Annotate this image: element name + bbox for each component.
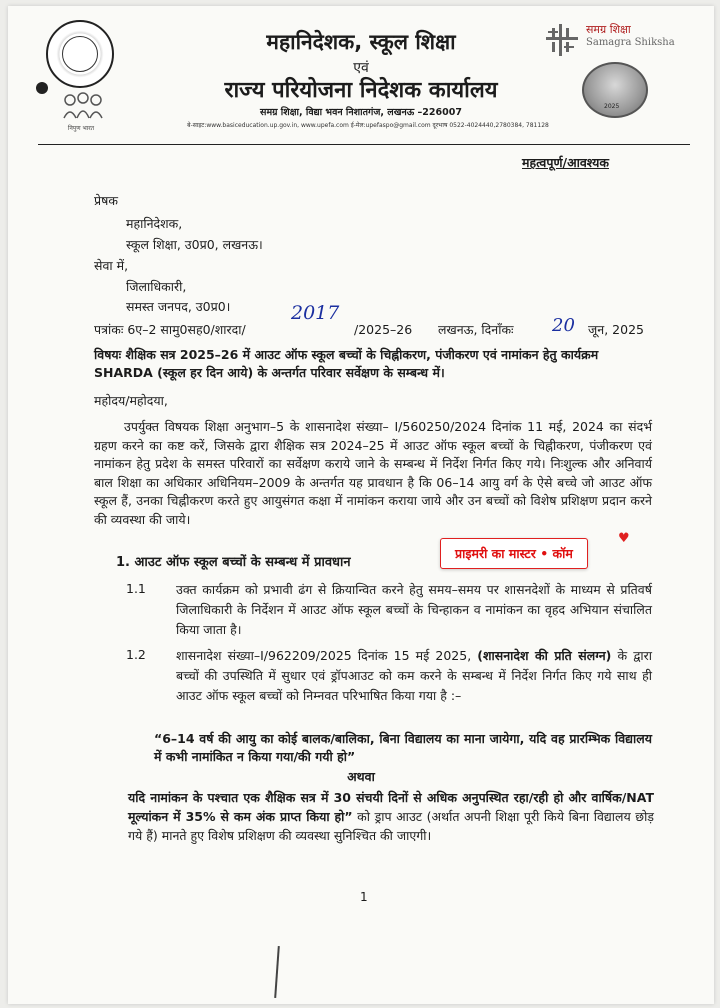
- samagra-shiksha-icon: [544, 22, 580, 58]
- sender-designation: महानिदेशक,: [126, 216, 183, 231]
- item-1-1-text: उक्त कार्यक्रम को प्रभावी ढंग से क्रियान्वित करने हेतु समय–समय पर शासनदेशों के माध्यम से प्रतिवर्ष जिलाधिकारी के निर्देशन में आउट ऑफ स्कूल बच्चों के चिन्हाकन व नामांकन का वृहद अभियान संचालित किया जाता है।: [176, 582, 652, 637]
- definition-quote-2-rest: को ड्राप आउट (अर्थात अपनी शिक्षा पूरी किये बिना विद्यालय छोड़ गये हैं) मानते हुए विशेष प्रशिक्षण की व्यवस्था सुनिश्चित की जाएगी।: [128, 809, 654, 843]
- office-address: समग्र शिक्षा, विद्या भवन निशातगंज, लखनऊ –226007: [260, 107, 462, 118]
- date-month-year: जून, 2025: [588, 322, 644, 337]
- item-1-2-attachment-note: (शासनादेश की प्रति संलग्न): [477, 648, 612, 663]
- item-1-2-number: 1.2: [126, 647, 146, 662]
- letter-page: [8, 6, 714, 1004]
- handwritten-day: 20: [552, 315, 575, 336]
- or-label: अथवा: [347, 769, 375, 784]
- recipient-designation: जिलाधिकारी,: [126, 279, 187, 294]
- handwritten-letter-number: 2017: [291, 302, 340, 324]
- samagra-hindi-label: समग्र शिक्षा: [586, 23, 631, 36]
- body-paragraph-text: उपर्युक्त विषयक शिक्षा अनुभाग–5 के शासनादेश संख्या– I/560250/2024 दिनांक 11 मई, 2024 का संदर्भ ग्रहण करने का कष्ट करें, जिसके द्वारा शैक्षिक सत्र 2024–25 में आउट ऑफ स्कूल बच्चों के चिह्नीकरण, पंजीकरण एवं नामांकन हेतु प्रदेश के समस्त परिवारों का सर्वेक्षण कराये जाने के सम्बन्ध में निर्देश निर्गत किए गये। निःशुल्क और अनिवार्य बाल शिक्षा का अधिकार अधिनियम–2009 के अन्तर्गत यह प्रावधान है कि 06–14 आयु वर्ग के ऐसे बच्चे जो आउट ऑफ स्कूल हैं, उनका चिह्नीकरण करते हुए आयुसंगत कक्षा में नामांकन कराया जाये और उन बच्चों को विशेष प्रशिक्षण प्रदान करने की व्यवस्था की जाये।: [94, 419, 652, 527]
- office-contact: बे-साइट:www.basiceducation.up.gov.in, www.upefa.com ई-मेल:upefaspo@gmail.com दूरभाष 0522-4024440,2780384, 781128: [187, 122, 549, 129]
- sender-label: प्रेषक: [94, 193, 118, 208]
- samagra-english-label: Samagra Shiksha: [586, 37, 675, 48]
- office-title: राज्य परियोजना निदेशक कार्यालय: [224, 78, 498, 103]
- left-logo-label: निपुण भारत: [67, 125, 95, 132]
- recipient-label: सेवा में,: [94, 258, 129, 273]
- body-paragraph: [94, 418, 652, 529]
- page-number: 1: [360, 890, 368, 904]
- item-1-2-text: [176, 646, 652, 706]
- date-label: लखनऊ, दिनाँकः: [438, 322, 514, 337]
- definition-quote-2: [128, 788, 654, 845]
- reference-prefix: पत्रांकः 6ए–2 सामु0सह0/शारदा/: [94, 322, 246, 337]
- priority-marking: महत्वपूर्ण/आवश्यक: [522, 155, 609, 170]
- heart-icon: ♥: [618, 531, 630, 546]
- item-1-1-number: 1.1: [126, 581, 146, 596]
- badge-year: 2025: [604, 103, 620, 110]
- salutation: महोदय/महोदया,: [94, 393, 168, 408]
- section-1-heading: 1. आउट ऑफ स्कूल बच्चों के सम्बन्ध में प्रावधान: [116, 555, 351, 570]
- header-divider: [38, 144, 690, 145]
- item-1-2-text-a: शासनादेश संख्या–I/962209/2025 दिनांक 15 मई 2025,: [176, 648, 478, 663]
- pen-stroke-mark: [274, 946, 280, 998]
- item-1-2-text-b: के द्वारा बच्चों की उपस्थिति में सुधार एवं ड्रॉपआउट को कम करने के सम्बन्ध में निर्देश निर्गत किए गये साथ ही आउट ऑफ स्कूल बच्चों को निम्नवत परिभाषित किया गया है :–: [176, 648, 653, 703]
- site-watermark: प्राइमरी का मास्टर • कॉम: [440, 538, 588, 569]
- letter-subject: विषयः शैक्षिक सत्र 2025–26 में आउट ऑफ स्कूल बच्चों के चिह्नीकरण, पंजीकरण एवं नामांकन हेतु कार्यक्रम SHARDA (स्कूल हर दिन आये) के अन्तर्गत परिवार सर्वेक्षण के सम्बन्ध में।: [94, 347, 599, 380]
- definition-quote-1: “6–14 वर्ष की आयु का कोई बालक/बालिका, बिना विद्यालय का माना जायेगा, यदि वह प्रारम्भिक विद्यालय में कभी नामांकित न किया गया/की गयी हो”: [154, 731, 652, 764]
- header-conjunction: एवं: [353, 60, 369, 76]
- recipient-location: समस्त जनपद, उ0प्र0।: [126, 299, 231, 314]
- sender-department: स्कूल शिक्षा, उ0प्र0, लखनऊ।: [126, 237, 263, 252]
- reference-session: /2025–26: [354, 322, 413, 337]
- org-title: महानिदेशक, स्कूल शिक्षा: [266, 30, 456, 54]
- definition-quote-2-bold: यदि नामांकन के पश्चात एक शैक्षिक सत्र में 30 संचयी दिनों से अधिक अनुपस्थित रहा/रही हो और वार्षिक/NAT मूल्यांकन में 35% से कम अंक प्राप्त किया हो”: [128, 790, 654, 824]
